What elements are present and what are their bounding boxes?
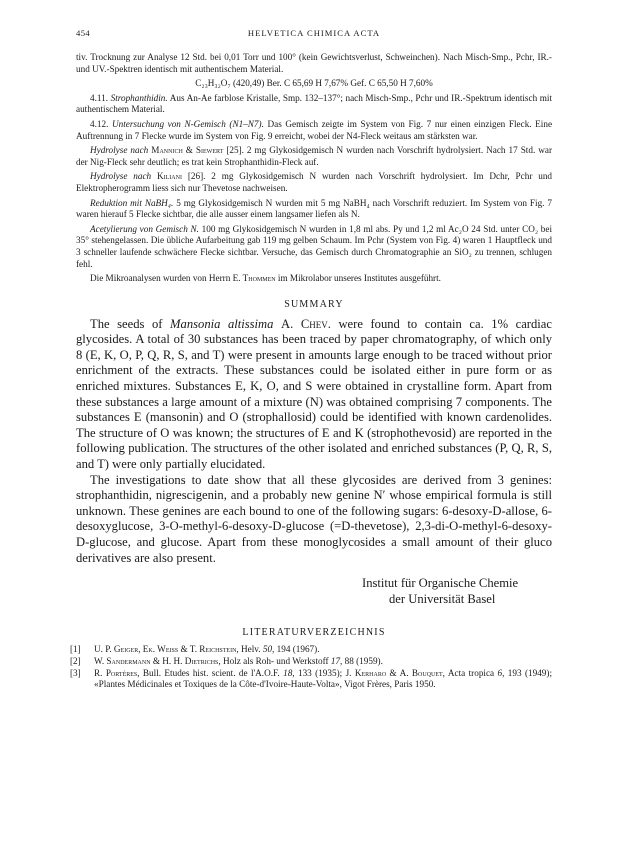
reference-number: [1] xyxy=(70,644,81,655)
section-title: Untersuchung von N-Gemisch (N1–N7). xyxy=(111,118,264,129)
summary-heading: SUMMARY xyxy=(284,298,344,310)
elemental-analysis-line: C₂₃H₃₂O₇ (420,49) Ber. C 65,69 H 7,67% Gef. C 65,50 H 7,60% xyxy=(195,78,433,89)
summary-paragraph-1: The seeds of Mansonia altissima A. Chev. were found to contain ca. 1% cardiac glycosides. A total of 30 substances has been traced by paper chromatography, of which only 8 (E, K, O, P, Q, R, S, and T) were present in amounts large enough to be traced without prior enrichment of the extracts. These substances could be isolated either in pure form or as enriched mixtures. Substances E, K, O, and S were obtained in crystalline form. Apart from these substances a large amount of a mixture (N) was obtained comprising 7 components. The substances E (mansonin) and O (strophallosid) could be identified with known cardenolides. The structure of O was known; the structures of E and K (strophothevosid) are reported in the following publication. The structures of the other isolated and enriched substances (P, Q, R, S, and T) were only partially elucidated. xyxy=(76,316,552,472)
reference-item: [3] R. Portères, Bull. Etudes hist. scient. de l'A.O.F. 18, 133 (1935); J. Kerharo & A. Bouquet, Acta tropica 6, 193 (1949); «Plantes Médicinales et Toxiques de la Côte-d'Ivoire-Haute-Volta», Vigot Frères, Paris 1950. xyxy=(70,667,553,690)
hydrolysis-mannich-paragraph: Hydrolyse nach Mannich & Siewert [25]. 2 mg Glykosidgemisch N wurden nach Vorschrift hydrolysiert. Nach 17 Std. war der Nig-Fleck sehr deutlich; es trat kein Strophanthidin-Fleck auf. xyxy=(76,145,553,167)
reference-number: [3] xyxy=(70,667,81,678)
species-name: Mansonia altissima xyxy=(170,316,274,331)
section-4-12: 4.12. Untersuchung von N-Gemisch (N1–N7). Das Gemisch zeigte im System von Fig. 7 nur einen einzigen Fleck. Eine Auftrennung in 7 Flecke wurde im System von Fig. 9 erreicht, wobei der N4-Fleck weitaus am stärksten war. xyxy=(76,118,553,141)
reference-item: [2] W. Sandermann & H. H. Dietrichs, Holz als Roh- und Werkstoff 17, 88 (1959). xyxy=(70,655,383,666)
person-name: E. Thommen xyxy=(232,273,276,284)
experimental-paragraph: tiv. Trocknung zur Analyse 12 Std. bei 0,01 Torr und 100° (kein Gewichtsverlust, Schweinchen). Nach Misch-Smp., Pchr, IR.- und UV.-Spektren identisch mit authentischem Material. xyxy=(76,52,552,74)
affiliation-institute: Institut für Organische Chemie xyxy=(362,576,519,591)
reference-number: [2] xyxy=(70,655,81,666)
hydrolysis-kiliani-paragraph: Hydrolyse nach Kiliani [26]. 2 mg Glykosidgemisch N wurden nach Vorschrift hydrolysiert. Im Dchr, Pchr und Elektropherogramm liess sich nur Thevetose nachweisen. xyxy=(76,171,553,193)
page xyxy=(70,28,553,691)
author-names: Kiliani xyxy=(157,171,182,182)
acknowledgement-paragraph: Die Mikroanalysen wurden von Herrn E. Thommen im Mikrolabor unseres Institutes ausgeführt. xyxy=(90,273,441,284)
summary-paragraph-2: The investigations to date show that all these glycosides are derived from 3 genines: strophanthidin, nigrescigenin, and a probably new genine N′ whose empirical formula is still unknown. These genines are each bound to one of the following sugars: 6-desoxy-D-allose, 6-desoxyglucose, 3-O-methyl-6-desoxy-D-glucose (=D-thevetose), 2,3-di-O-methyl-6-desoxy-D-glucose, and glucose. Apart from these monoglycosides a small amount of their gluco derivatives are also present. xyxy=(76,472,552,565)
section-title: Strophanthidin. xyxy=(110,92,168,103)
running-header xyxy=(76,28,552,42)
author-names: Mannich & Siewert xyxy=(151,145,224,156)
reference-item: [1] U. P. Geiger, Ek. Weiss & T. Reichstein, Helv. 50, 194 (1967). xyxy=(70,644,320,655)
section-4-11: 4.11. Strophanthidin. Aus An-Ae farblose Kristalle, Smp. 132–137°; nach Misch-Smp., Pchr und IR.-Spektrum identisch mit authentischem Material. xyxy=(76,92,552,115)
affiliation xyxy=(362,576,552,607)
affiliation-university: der Universität Basel xyxy=(389,591,496,606)
page-number: 454 xyxy=(76,28,91,38)
journal-title: HELVETICA CHIMICA ACTA xyxy=(247,28,381,38)
references-heading: LITERATURVERZEICHNIS xyxy=(242,627,386,639)
reduction-paragraph: Reduktion mit NaBH₄. 5 mg Glykosidgemisch N wurden mit 5 mg NaBH₄ nach Vorschrift reduziert. Im System von Fig. 7 waren hierauf 5 Flecke sichtbar, die alle ausser einem langsamer liefen als N. xyxy=(76,197,553,220)
acetylation-paragraph: Acetylierung von Gemisch N. 100 mg Glykosidgemisch N wurden in 1,8 ml abs. Py und 1,2 ml Ac₂O 24 Std. unter CO₂ bei 35° stehengelassen. Die übliche Aufarbeitung gab 119 mg gelben Schaum. Im Pchr (System von Fig. 4) waren 1 Hauptfleck und 3 schneller laufende schwächere Flecke sichtbar. Versuche, das Gemisch durch Chromatographie an SiO₂ zu trennen, schlugen fehl. xyxy=(76,223,552,269)
